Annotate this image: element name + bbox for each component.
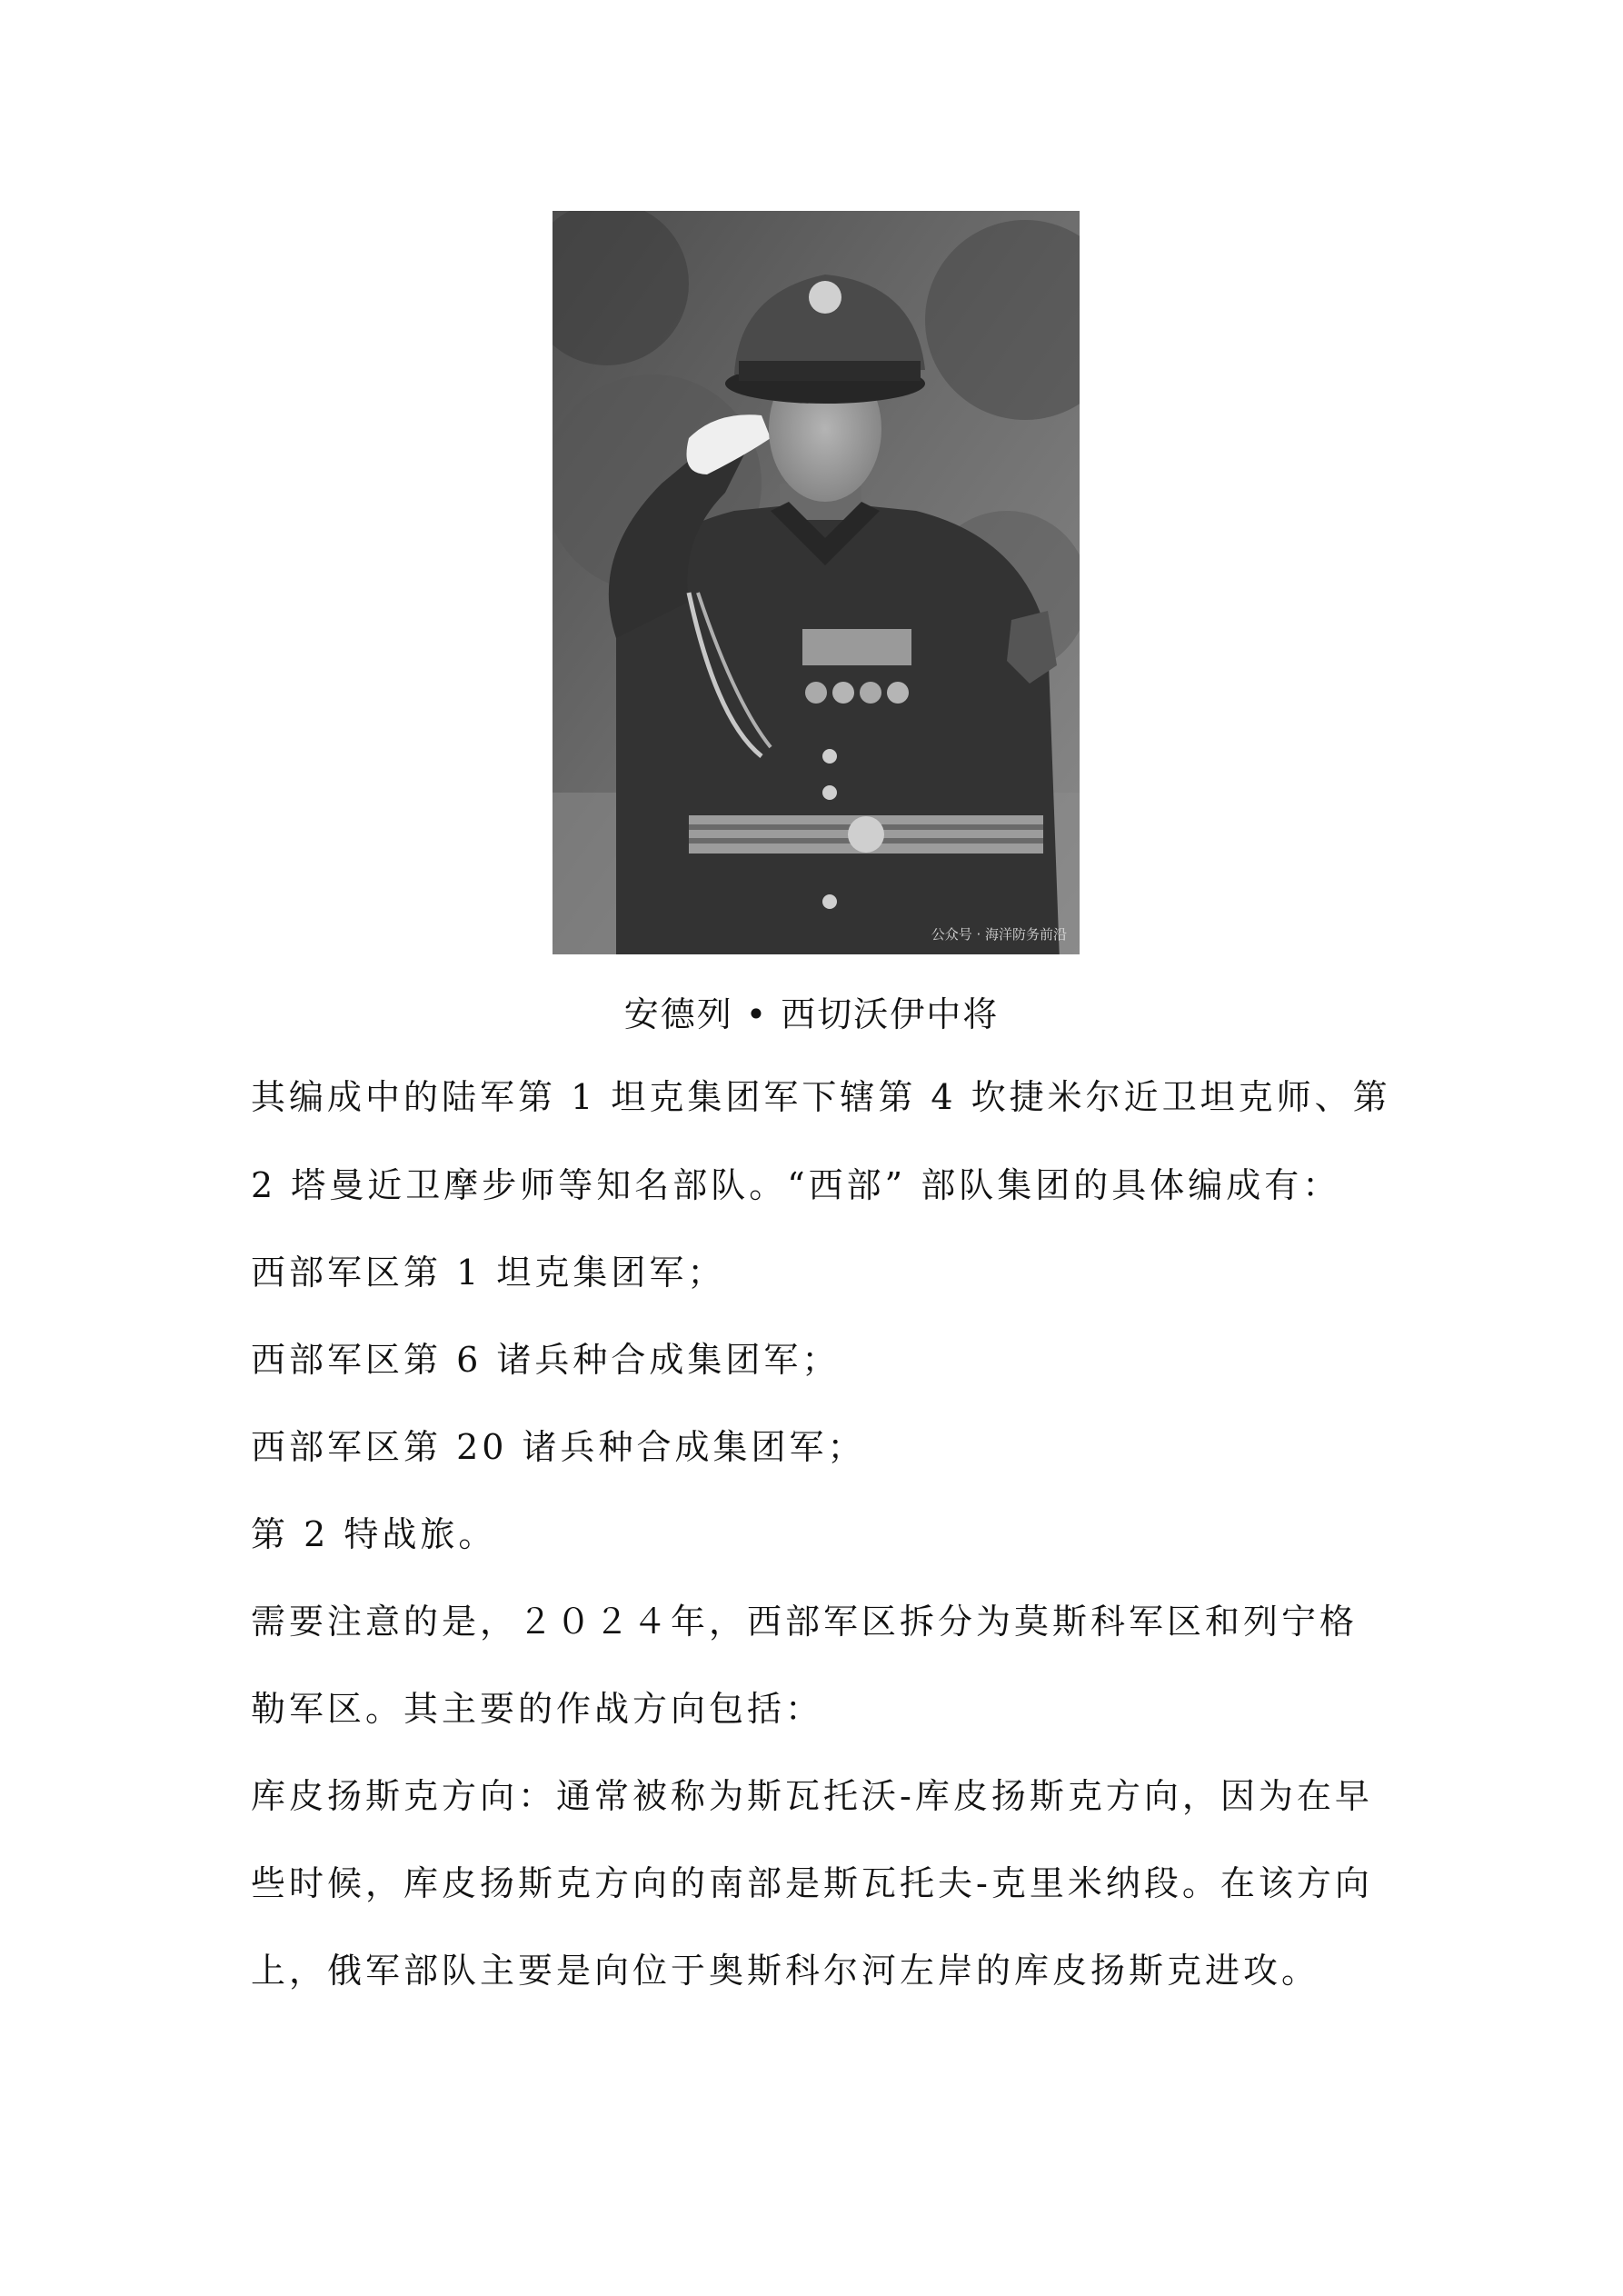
paragraph-line: 西部军区第 6 诸兵种合成集团军； [251,1340,841,1380]
general-portrait-photo [553,211,1080,954]
paragraph-line: 其编成中的陆军第 1 坦克集团军下辖第 4 坎捷米尔近卫坦克师、第 [251,1077,1391,1117]
watermark-text: 公众号 · 海洋防务前沿 [931,926,1067,943]
paragraph-line: 西部军区第 20 诸兵种合成集团军； [251,1427,866,1467]
photo-caption: 安德列 • 西切沃伊中将 [623,994,1000,1034]
paragraph-line: 上，俄军部队主要是向位于奥斯科尔河左岸的库皮扬斯克进攻。 [251,1951,1320,1991]
paragraph-line: 2 塔曼近卫摩步师等知名部队。“西部” 部队集团的具体编成有： [251,1165,1341,1205]
paragraph-line: 些时候，库皮扬斯克方向的南部是斯瓦托夫-克里米纳段。在该方向 [251,1863,1373,1903]
paragraph-line: 库皮扬斯克方向：通常被称为斯瓦托沃-库皮扬斯克方向，因为在早 [251,1776,1373,1816]
paragraph-line: 第 2 特战旅。 [251,1514,497,1554]
paragraph-line: 西部军区第 1 坦克集团军； [251,1253,726,1293]
paragraph-line: 需要注意的是，２０２４年，西部军区拆分为莫斯科军区和列宁格 [251,1602,1359,1642]
paragraph-line: 勒军区。其主要的作战方向包括： [251,1689,824,1729]
portrait-illustration [553,211,1080,954]
